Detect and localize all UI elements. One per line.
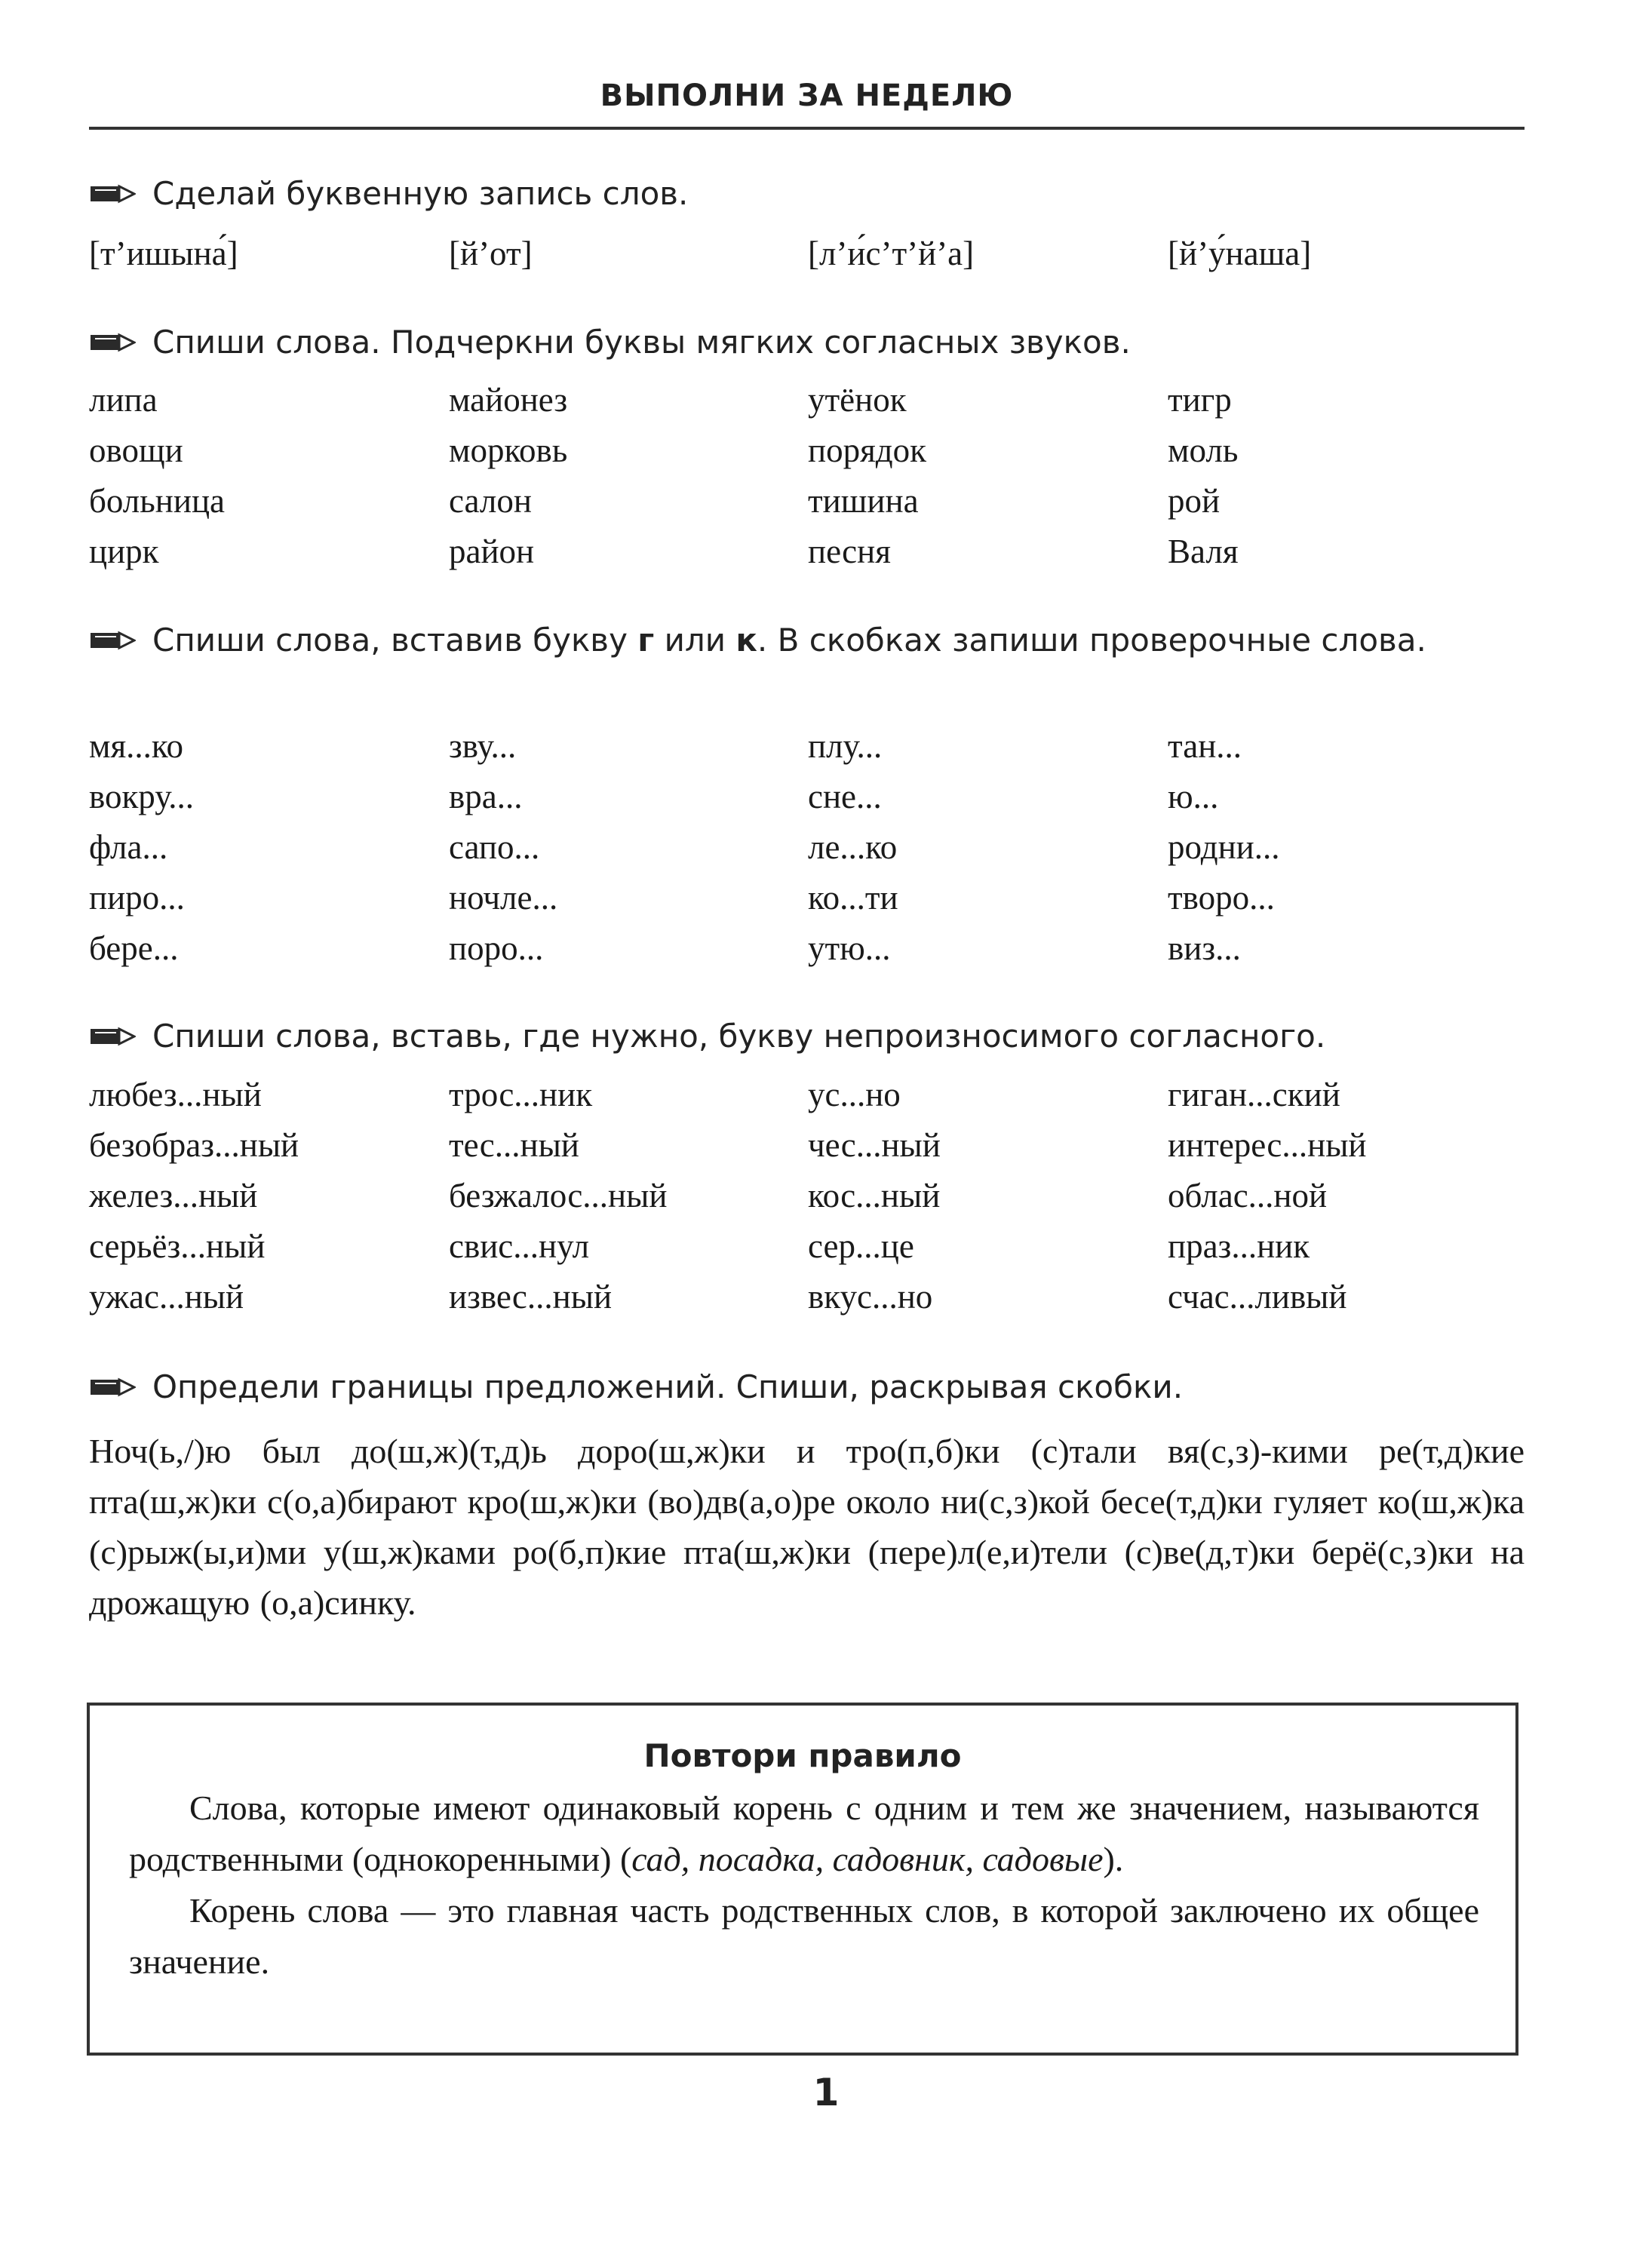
word-row	[89, 878, 1525, 929]
word: тигр	[1168, 381, 1232, 419]
pencil-icon	[89, 628, 136, 653]
instruction-text: Определи границы предложений. Спиши, раскрывая скобки.	[152, 1368, 1184, 1405]
word: район	[449, 533, 535, 570]
header-divider	[89, 127, 1525, 130]
rule-text	[129, 1782, 1479, 1988]
pencil-icon	[89, 1374, 136, 1400]
instruction-part: . В скобках запиши проверочные слова.	[757, 622, 1426, 659]
task-3-instruction	[89, 617, 1525, 664]
word: пиро...	[89, 879, 185, 917]
word-row	[89, 828, 1525, 878]
word: гиган...ский	[1168, 1076, 1340, 1113]
word: липа	[89, 381, 158, 419]
word: ночле...	[449, 879, 558, 917]
instruction-text: Сделай буквенную запись слов.	[152, 175, 689, 212]
pencil-icon	[89, 330, 136, 355]
task-2-words	[89, 380, 1525, 582]
word: цирк	[89, 533, 159, 570]
word: [й’у́наша]	[1168, 235, 1312, 272]
word: серьёз...ный	[89, 1227, 266, 1265]
word: зву...	[449, 727, 517, 765]
word: ю...	[1168, 778, 1219, 815]
word: интерес...ный	[1168, 1126, 1367, 1164]
task-4-instruction	[89, 1013, 1525, 1060]
task-5-instruction	[89, 1364, 1525, 1411]
word: тишина	[808, 482, 919, 520]
instruction-part: или	[654, 622, 736, 659]
word: вокру...	[89, 778, 194, 815]
word: счас...ливый	[1168, 1278, 1347, 1316]
word: поро...	[449, 929, 544, 967]
task-1-instruction	[89, 170, 1525, 217]
word: [т’ишына́]	[89, 235, 238, 272]
word-row	[89, 777, 1525, 828]
word: виз...	[1168, 929, 1241, 967]
word: песня	[808, 533, 891, 570]
word: творо...	[1168, 879, 1275, 917]
word: свис...нул	[449, 1227, 590, 1265]
instruction-text	[152, 617, 1525, 664]
instruction-text: Спиши слова. Подчеркни буквы мягких согласных звуков.	[152, 324, 1131, 361]
word-row	[89, 1176, 1525, 1227]
word-row	[89, 1227, 1525, 1277]
word: облас...ной	[1168, 1177, 1328, 1214]
word: сапо...	[449, 828, 540, 866]
word: майонез	[449, 381, 568, 419]
word: рой	[1168, 482, 1221, 520]
task-2-instruction	[89, 319, 1525, 366]
word: ужас...ный	[89, 1278, 244, 1316]
word: ко...ти	[808, 879, 898, 917]
word-row	[89, 431, 1525, 481]
instruction-text: Спиши слова, вставь, где нужно, букву непроизносимого согласного.	[152, 1018, 1326, 1055]
word: вкус...но	[808, 1278, 933, 1316]
word-row	[89, 929, 1525, 979]
word: сер...це	[808, 1227, 914, 1265]
instruction-part: Спиши слова, вставив букву	[152, 622, 638, 659]
word: утю...	[808, 929, 891, 967]
word-row	[89, 380, 1525, 431]
word: фла...	[89, 828, 168, 866]
word: утёнок	[808, 381, 907, 419]
word: желез...ный	[89, 1177, 258, 1214]
page-number: 1	[812, 2071, 840, 2114]
word: праз...ник	[1168, 1227, 1310, 1265]
word: кос...ный	[808, 1177, 941, 1214]
rule-text-part: Слова, которые имеют одинаковый корень с одним и тем же значением, называются родственными (однокоренными) (	[129, 1789, 1479, 1878]
word: безжалос...ный	[449, 1177, 668, 1214]
rule-text-part: ).	[1103, 1840, 1124, 1878]
word: мя...ко	[89, 727, 184, 765]
letter-g: г	[637, 622, 655, 659]
word: трос...ник	[449, 1076, 593, 1113]
rule-paragraph-2: Корень слова — это главная часть родственных слов, в которой заключено их общее значение.	[129, 1891, 1479, 1981]
rule-title: Повтори правило	[643, 1737, 962, 1774]
word: безобраз...ный	[89, 1126, 299, 1164]
word: больница	[89, 482, 225, 520]
pencil-icon	[89, 181, 136, 207]
word: [л’и́с’т’й’а]	[808, 235, 975, 272]
word: бере...	[89, 929, 179, 967]
rule-box	[87, 1703, 1518, 2056]
rule-paragraph-1	[129, 1782, 1479, 1885]
word: ус...но	[808, 1076, 901, 1113]
task-1-words	[89, 234, 1525, 284]
word: плу...	[808, 727, 883, 765]
word: родни...	[1168, 828, 1280, 866]
word-row	[89, 726, 1525, 777]
word: чес...ный	[808, 1126, 941, 1164]
word: морковь	[449, 431, 568, 469]
word: ле...ко	[808, 828, 898, 866]
word: Валя	[1168, 533, 1239, 570]
pencil-icon	[89, 1024, 136, 1049]
exercise-paragraph: Ноч(ь,/)ю был до(ш,ж)(т,д)ь доро(ш,ж)ки и тро(п,б)ки (с)тали вя(с,з)-кими ре(т,д)кие пта(ш,ж)ки с(о,а)бирают кро(ш,ж)ки (во)дв(а,о)ре около ни(с,з)кой бесе(т,д)ки гуляет ко(ш,ж)ка (с)рыж(ы,и)ми у(ш,ж)ками ро(б,п)кие пта(ш,ж)ки (пере)л(е,и)тели (с)ве(д,т)ки берё(с,з)ки на дрожащую (о,а)синку.	[89, 1432, 1525, 1622]
word-row	[89, 481, 1525, 532]
word: извес...ный	[449, 1278, 613, 1316]
word: салон	[449, 482, 532, 520]
word: любез...ный	[89, 1076, 262, 1113]
word: вра...	[449, 778, 523, 815]
task-4-words	[89, 1075, 1525, 1328]
word-row	[89, 1125, 1525, 1176]
page-header: ВЫПОЛНИ ЗА НЕДЕЛЮ	[600, 78, 1014, 113]
word: моль	[1168, 431, 1239, 469]
word-row	[89, 234, 1525, 284]
rule-examples: сад, посадка, садовник, садовые	[631, 1840, 1104, 1878]
word: сне...	[808, 778, 882, 815]
word: порядок	[808, 431, 927, 469]
word-row	[89, 532, 1525, 582]
letter-k: к	[735, 622, 757, 659]
word: [й’от]	[449, 235, 533, 272]
word: тан...	[1168, 727, 1242, 765]
word: овощи	[89, 431, 183, 469]
task-3-words	[89, 726, 1525, 979]
word-row	[89, 1075, 1525, 1125]
word: тес...ный	[449, 1126, 579, 1164]
word-row	[89, 1277, 1525, 1328]
